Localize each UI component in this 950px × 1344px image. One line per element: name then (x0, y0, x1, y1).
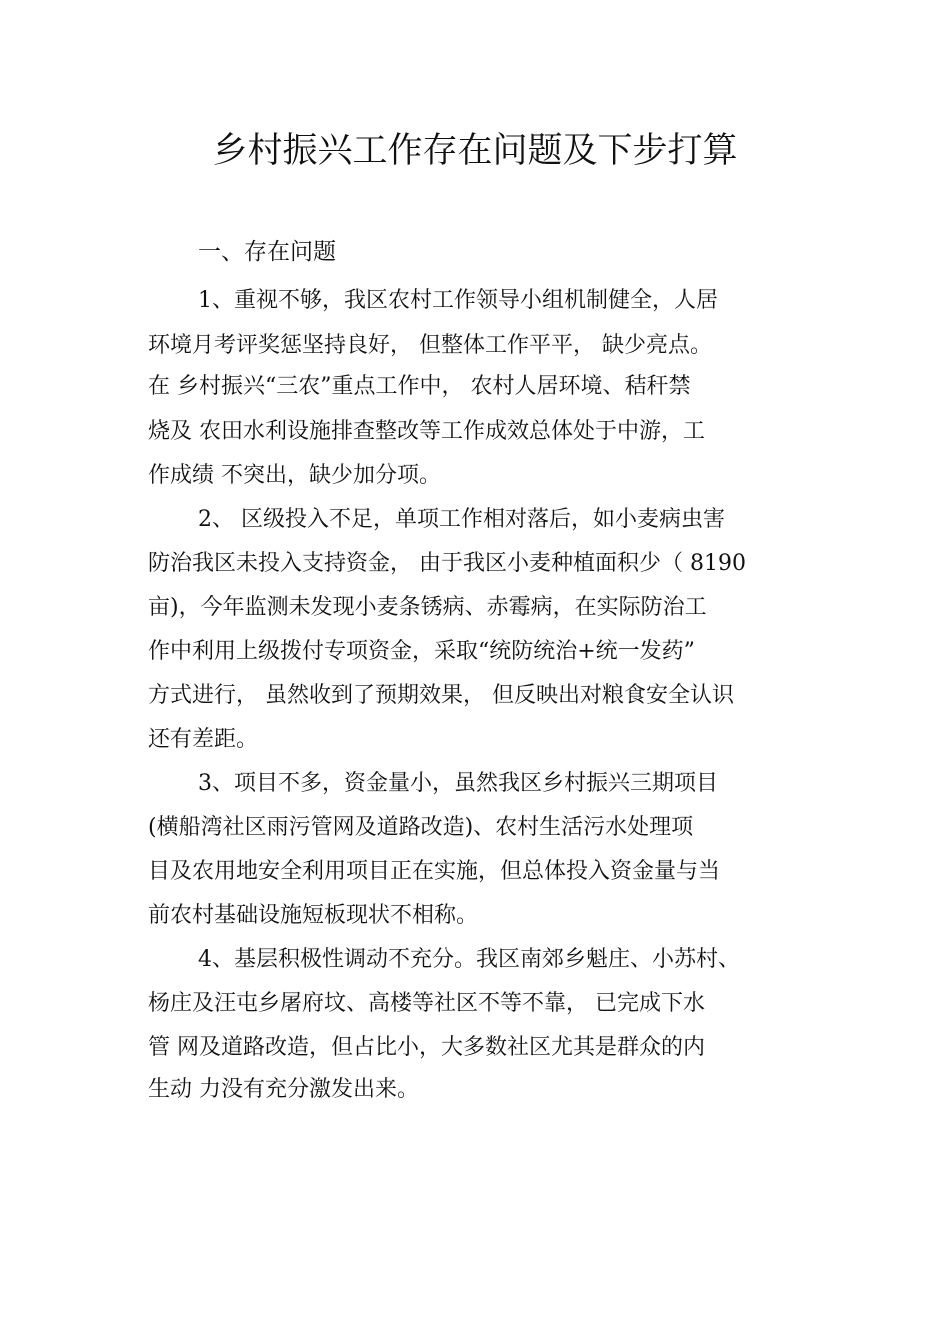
paragraph-2-line-1: 2、 区级投入不足，单项工作相对落后，如小麦病虫害 (198, 507, 725, 532)
section-heading: 一、存在问题 (198, 239, 336, 265)
paragraph-2-line-2: 防治我区未投入支持资金， 由于我区小麦种植面积少（ 8190 (148, 551, 746, 576)
paragraph-3-line-3: 目及农用地安全利用项目正在实施，但总体投入资金量与当 (148, 859, 721, 884)
paragraph-1-line-4: 烧及 农田水利设施排查整改等工作成效总体处于中游，工 (148, 419, 705, 444)
paragraph-4-line-3: 管 网及道路改造，但占比小，大多数社区尤其是群众的内 (148, 1035, 705, 1060)
paragraph-2-line-3: 亩)，今年监测未发现小麦条锈病、赤霉病，在实际防治工 (148, 595, 707, 620)
document-title: 乡村振兴工作存在问题及下步打算 (212, 131, 738, 171)
paragraph-3-line-1: 3、项目不多，资金量小，虽然我区乡村振兴三期项目 (198, 771, 718, 796)
paragraph-1-line-1: 1、重视不够，我区农村工作领导小组机制健全，人居 (198, 288, 718, 313)
paragraph-4-line-2: 杨庄及汪屯乡屠府坟、高楼等社区不等不靠， 已完成下水 (148, 991, 705, 1016)
paragraph-4-line-1: 4、基层积极性调动不充分。我区南郊乡魁庄、小苏村、 (198, 947, 740, 972)
paragraph-2-line-4: 作中利用上级拨付专项资金，采取“统防统治+统一发药” (148, 639, 695, 664)
paragraph-1-line-3: 在 乡村振兴“三农”重点工作中， 农村人居环境、秸秆禁 (148, 374, 691, 399)
paragraph-2-line-6: 还有差距。 (148, 727, 259, 752)
paragraph-3-line-2: (横船湾社区雨污管网及道路改造)、农村生活污水处理项 (148, 815, 694, 840)
paragraph-4-line-4: 生动 力没有充分激发出来。 (148, 1077, 419, 1102)
paragraph-2-line-5: 方式进行， 虽然收到了预期效果， 但反映出对粮食安全认识 (148, 683, 734, 708)
paragraph-1-line-5: 作成绩 不突出，缺少加分项。 (148, 463, 441, 488)
paragraph-1-line-2: 环境月考评奖惩坚持良好， 但整体工作平平， 缺少亮点。 (148, 333, 712, 358)
paragraph-3-line-4: 前农村基础设施短板现状不相称。 (148, 903, 479, 928)
